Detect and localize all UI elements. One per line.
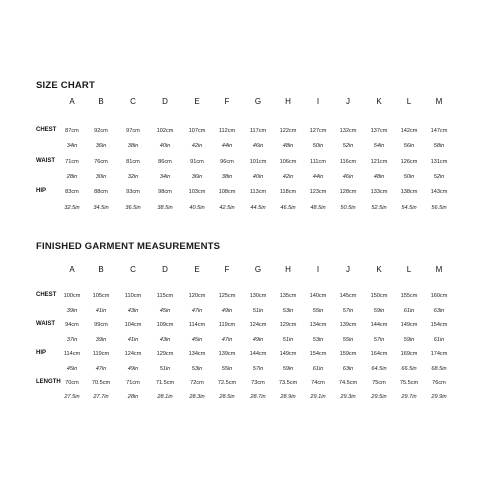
cell-cm: 124cm xyxy=(249,322,267,328)
cell-cm: 87cm xyxy=(65,128,79,134)
cell-in: 28.1in xyxy=(157,394,173,400)
finished-measurements-title: FINISHED GARMENT MEASUREMENTS xyxy=(36,241,221,252)
cell-in: 38in xyxy=(127,143,139,149)
cell-cm: 154cm xyxy=(430,322,448,328)
cell-cm: 70.5cm xyxy=(91,380,111,386)
cell-in: 47in xyxy=(221,337,233,343)
cell-in: 40.5in xyxy=(189,205,205,211)
cell-in: 50in xyxy=(403,174,415,180)
cell-in: 27.7in xyxy=(93,394,109,400)
cell-in: 42in xyxy=(191,143,203,149)
cell-cm: 131cm xyxy=(430,159,448,165)
cell-cm: 135cm xyxy=(279,293,297,299)
cell-cm: 124cm xyxy=(124,351,142,357)
row-label-waist: WAIST xyxy=(36,158,55,164)
cell-cm: 73.5cm xyxy=(278,380,298,386)
cell-in: 29.7in xyxy=(401,394,417,400)
cell-cm: 104cm xyxy=(124,322,142,328)
column-header-e: E xyxy=(194,265,200,274)
cell-in: 42.5in xyxy=(219,205,235,211)
cell-in: 38in xyxy=(221,174,233,180)
cell-in: 52in xyxy=(433,174,445,180)
cell-cm: 105cm xyxy=(92,293,110,299)
cell-in: 48.5in xyxy=(310,205,326,211)
cell-cm: 133cm xyxy=(370,189,388,195)
cell-in: 52in xyxy=(342,143,354,149)
cell-in: 28.7in xyxy=(250,394,266,400)
cell-cm: 137cm xyxy=(370,128,388,134)
cell-in: 36in xyxy=(191,174,203,180)
cell-cm: 169cm xyxy=(400,351,418,357)
cell-cm: 120cm xyxy=(188,293,206,299)
cell-in: 46.5in xyxy=(280,205,296,211)
cell-cm: 97cm xyxy=(126,128,140,134)
cell-cm: 144cm xyxy=(370,322,388,328)
cell-cm: 88cm xyxy=(94,189,108,195)
cell-in: 56in xyxy=(403,143,415,149)
cell-in: 28in xyxy=(66,174,78,180)
cell-in: 28.5in xyxy=(219,394,235,400)
column-header-k: K xyxy=(376,265,382,274)
cell-in: 57in xyxy=(252,366,264,372)
column-header-i: I xyxy=(316,97,320,106)
cell-in: 47in xyxy=(191,308,203,314)
cell-cm: 74.5cm xyxy=(338,380,358,386)
cell-cm: 75.5cm xyxy=(399,380,419,386)
row-label-chest: CHEST xyxy=(36,292,57,298)
column-header-h: H xyxy=(285,265,291,274)
cell-in: 39in xyxy=(95,337,107,343)
cell-in: 45in xyxy=(159,308,171,314)
cell-in: 27.5in xyxy=(64,394,80,400)
cell-cm: 129cm xyxy=(156,351,174,357)
cell-cm: 159cm xyxy=(339,351,357,357)
cell-in: 63in xyxy=(433,308,445,314)
cell-in: 59in xyxy=(282,366,294,372)
cell-in: 29.5in xyxy=(371,394,387,400)
column-header-g: G xyxy=(254,97,262,106)
column-header-k: K xyxy=(376,97,382,106)
cell-in: 53in xyxy=(282,308,294,314)
column-header-e: E xyxy=(194,97,200,106)
size-chart-title: SIZE CHART xyxy=(36,80,95,91)
cell-cm: 108cm xyxy=(218,189,236,195)
cell-cm: 107cm xyxy=(188,128,206,134)
cell-in: 50in xyxy=(312,143,324,149)
cell-cm: 76cm xyxy=(94,159,108,165)
cell-cm: 93cm xyxy=(126,189,140,195)
cell-in: 34.5in xyxy=(93,205,109,211)
cell-cm: 83cm xyxy=(65,189,79,195)
row-label-hip: HIP xyxy=(36,350,47,356)
cell-cm: 155cm xyxy=(400,293,418,299)
cell-in: 48in xyxy=(373,174,385,180)
cell-in: 36in xyxy=(95,143,107,149)
cell-cm: 111cm xyxy=(310,159,326,165)
cell-cm: 96cm xyxy=(220,159,234,165)
cell-cm: 76cm xyxy=(432,380,446,386)
cell-in: 61in xyxy=(403,308,415,314)
cell-cm: 72cm xyxy=(190,380,204,386)
cell-in: 30in xyxy=(95,174,107,180)
cell-cm: 129cm xyxy=(279,322,297,328)
cell-in: 51in xyxy=(159,366,171,372)
cell-cm: 113cm xyxy=(249,189,267,195)
cell-cm: 143cm xyxy=(430,189,448,195)
cell-in: 41in xyxy=(95,308,107,314)
cell-cm: 174cm xyxy=(430,351,448,357)
cell-in: 54in xyxy=(373,143,385,149)
cell-in: 53in xyxy=(312,337,324,343)
cell-cm: 149cm xyxy=(400,322,418,328)
cell-cm: 149cm xyxy=(279,351,297,357)
cell-in: 51in xyxy=(252,308,264,314)
column-header-j: J xyxy=(346,97,350,106)
cell-in: 44in xyxy=(312,174,324,180)
column-header-m: M xyxy=(435,97,443,106)
cell-in: 44.5in xyxy=(250,205,266,211)
cell-cm: 110cm xyxy=(124,293,142,299)
cell-in: 51in xyxy=(282,337,294,343)
cell-cm: 74cm xyxy=(311,380,325,386)
cell-cm: 116cm xyxy=(339,159,357,165)
cell-cm: 75cm xyxy=(372,380,386,386)
cell-cm: 119cm xyxy=(218,322,236,328)
column-header-f: F xyxy=(224,265,230,274)
cell-cm: 139cm xyxy=(218,351,236,357)
cell-in: 49in xyxy=(127,366,139,372)
row-label-length: LENGTH xyxy=(36,379,61,385)
cell-cm: 114cm xyxy=(188,322,206,328)
cell-in: 46in xyxy=(342,174,354,180)
cell-cm: 71cm xyxy=(126,380,140,386)
cell-cm: 99cm xyxy=(94,322,108,328)
cell-cm: 100cm xyxy=(63,293,81,299)
cell-in: 52.5in xyxy=(371,205,387,211)
column-header-b: B xyxy=(98,265,104,274)
cell-in: 59in xyxy=(373,308,385,314)
cell-cm: 81cm xyxy=(126,159,140,165)
cell-in: 61in xyxy=(312,366,324,372)
cell-in: 58in xyxy=(433,143,445,149)
row-label-chest: CHEST xyxy=(36,127,57,133)
column-header-g: G xyxy=(254,265,262,274)
cell-cm: 125cm xyxy=(218,293,236,299)
cell-in: 34in xyxy=(159,174,171,180)
cell-in: 56.5in xyxy=(431,205,447,211)
cell-in: 57in xyxy=(342,308,354,314)
cell-cm: 134cm xyxy=(188,351,206,357)
cell-cm: 103cm xyxy=(188,189,206,195)
cell-in: 36.5in xyxy=(125,205,141,211)
cell-cm: 128cm xyxy=(339,189,357,195)
cell-cm: 109cm xyxy=(156,322,174,328)
cell-cm: 126cm xyxy=(400,159,418,165)
cell-cm: 121cm xyxy=(370,159,388,165)
column-header-a: A xyxy=(69,265,75,274)
cell-in: 29.1in xyxy=(310,394,326,400)
column-header-m: M xyxy=(435,265,443,274)
cell-cm: 92cm xyxy=(94,128,108,134)
cell-cm: 118cm xyxy=(279,189,297,195)
cell-cm: 150cm xyxy=(370,293,388,299)
cell-in: 63in xyxy=(342,366,354,372)
column-header-i: I xyxy=(316,265,320,274)
cell-cm: 114cm xyxy=(63,351,81,357)
cell-cm: 91cm xyxy=(190,159,204,165)
cell-in: 59in xyxy=(403,337,415,343)
cell-in: 55in xyxy=(221,366,233,372)
cell-in: 49in xyxy=(252,337,264,343)
column-header-l: L xyxy=(406,97,412,106)
column-header-d: D xyxy=(162,97,168,106)
cell-in: 28.9in xyxy=(280,394,296,400)
cell-in: 32in xyxy=(127,174,139,180)
cell-in: 61in xyxy=(433,337,445,343)
column-header-c: C xyxy=(130,97,136,106)
cell-cm: 144cm xyxy=(249,351,267,357)
cell-cm: 72.5cm xyxy=(217,380,237,386)
cell-in: 48in xyxy=(282,143,294,149)
cell-in: 40in xyxy=(252,174,264,180)
column-header-b: B xyxy=(98,97,104,106)
cell-cm: 86cm xyxy=(158,159,172,165)
cell-cm: 123cm xyxy=(309,189,327,195)
cell-in: 55in xyxy=(342,337,354,343)
cell-cm: 102cm xyxy=(156,128,174,134)
column-header-a: A xyxy=(69,97,75,106)
cell-in: 42in xyxy=(282,174,294,180)
cell-in: 53in xyxy=(191,366,203,372)
cell-cm: 134cm xyxy=(309,322,327,328)
cell-in: 66.5in xyxy=(401,366,417,372)
column-header-l: L xyxy=(406,265,412,274)
cell-cm: 106cm xyxy=(279,159,297,165)
cell-in: 43in xyxy=(127,308,139,314)
cell-cm: 115cm xyxy=(156,293,174,299)
cell-cm: 73cm xyxy=(251,380,265,386)
cell-cm: 112cm xyxy=(218,128,236,134)
column-header-j: J xyxy=(346,265,350,274)
cell-cm: 140cm xyxy=(309,293,327,299)
cell-in: 46in xyxy=(252,143,264,149)
cell-in: 43in xyxy=(159,337,171,343)
cell-cm: 147cm xyxy=(430,128,448,134)
cell-cm: 71.5cm xyxy=(155,380,175,386)
cell-in: 45in xyxy=(66,366,78,372)
cell-in: 34in xyxy=(66,143,78,149)
cell-in: 40in xyxy=(159,143,171,149)
row-label-waist: WAIST xyxy=(36,321,55,327)
cell-cm: 71cm xyxy=(65,159,79,165)
cell-cm: 160cm xyxy=(430,293,448,299)
cell-in: 41in xyxy=(127,337,139,343)
column-header-d: D xyxy=(162,265,168,274)
cell-cm: 122cm xyxy=(279,128,297,134)
cell-in: 54.5in xyxy=(401,205,417,211)
cell-in: 50.5in xyxy=(340,205,356,211)
cell-in: 38.5in xyxy=(157,205,173,211)
cell-cm: 117cm xyxy=(249,128,267,134)
cell-cm: 70cm xyxy=(65,380,79,386)
column-header-h: H xyxy=(285,97,291,106)
cell-in: 47in xyxy=(95,366,107,372)
cell-in: 57in xyxy=(373,337,385,343)
cell-cm: 154cm xyxy=(309,351,327,357)
column-header-c: C xyxy=(130,265,136,274)
cell-cm: 101cm xyxy=(249,159,267,165)
cell-in: 64.5in xyxy=(371,366,387,372)
cell-cm: 139cm xyxy=(339,322,357,328)
cell-cm: 132cm xyxy=(339,128,357,134)
cell-in: 28in xyxy=(127,394,139,400)
column-header-f: F xyxy=(224,97,230,106)
cell-in: 29.3in xyxy=(340,394,356,400)
cell-cm: 142cm xyxy=(400,128,418,134)
cell-cm: 130cm xyxy=(249,293,267,299)
cell-in: 68.5in xyxy=(431,366,447,372)
cell-in: 29.9in xyxy=(431,394,447,400)
cell-in: 28.3in xyxy=(189,394,205,400)
cell-cm: 94cm xyxy=(65,322,79,328)
cell-cm: 145cm xyxy=(339,293,357,299)
cell-in: 55in xyxy=(312,308,324,314)
cell-cm: 119cm xyxy=(92,351,110,357)
cell-in: 49in xyxy=(221,308,233,314)
cell-in: 32.5in xyxy=(64,205,80,211)
row-label-hip: HIP xyxy=(36,188,47,194)
cell-in: 45in xyxy=(191,337,203,343)
cell-cm: 138cm xyxy=(400,189,418,195)
cell-cm: 98cm xyxy=(158,189,172,195)
cell-cm: 164cm xyxy=(370,351,388,357)
cell-in: 39in xyxy=(66,308,78,314)
cell-cm: 127cm xyxy=(309,128,327,134)
cell-in: 37in xyxy=(66,337,78,343)
cell-in: 44in xyxy=(221,143,233,149)
